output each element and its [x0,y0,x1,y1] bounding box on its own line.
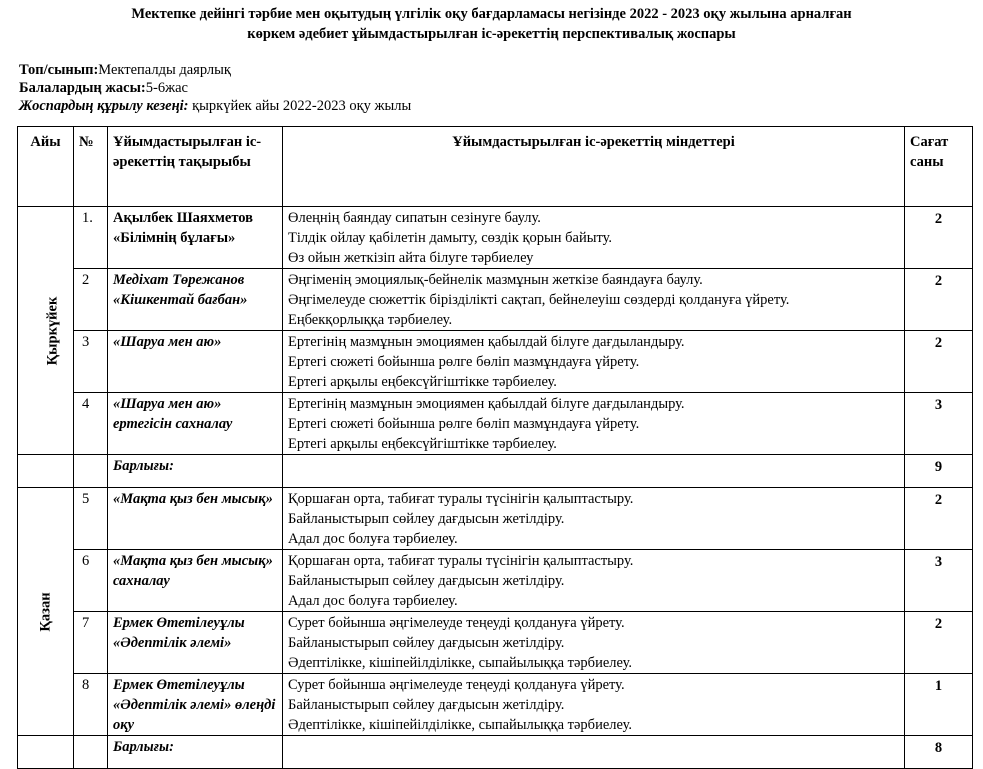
table-row [18,393,973,455]
total-row-september [18,455,973,488]
row-tasks [283,674,905,736]
month-cell-october [18,488,74,736]
table-row [18,550,973,612]
row-tasks [283,331,905,393]
task-line: Ертегінің мазмұнын эмоциямен қабылдай білуге дағдыландыру. [288,396,685,412]
row-tasks [283,269,905,331]
task-line: Қоршаған орта, табиғат туралы түсінігін қалыптастыру. [288,491,634,507]
header-number: № [74,127,108,207]
period-label: Жоспардың құрылу кезеңі: [19,98,189,114]
row-topic: Медіхат Төрежанов «Кішкентай бағбан» [108,269,283,331]
table-row [18,488,973,550]
table-row [18,331,973,393]
total-hours: 9 [905,455,973,488]
row-topic: «Шаруа мен аю» [108,331,283,393]
row-hours: 2 [905,488,973,550]
task-line: Байланыстырып сөйлеу дағдысын жетілдіру. [288,511,565,527]
task-line: Әңгіменің эмоциялық-бейнелік мазмұнын жеткізе баяндауға баулу. [288,272,703,288]
row-number: 1. [74,207,108,269]
task-line: Әңгімелеуде сюжеттік бірізділікті сақтап, бейнелеуіш сөздерді қолдануға үйрету. [288,292,790,308]
row-hours: 2 [905,269,973,331]
group-line [19,61,411,79]
row-hours: 2 [905,612,973,674]
task-line: Сурет бойынша әңгімелеуде теңеуді қолдануға үйрету. [288,677,625,693]
total-row-october [18,736,973,769]
row-number: 5 [74,488,108,550]
row-tasks [283,612,905,674]
row-hours: 1 [905,674,973,736]
period-value: қыркүйек айы 2022-2023 оқу жылы [188,98,412,114]
task-line: Байланыстырып сөйлеу дағдысын жетілдіру. [288,697,565,713]
header-month: Айы [18,127,74,207]
task-line: Байланыстырып сөйлеу дағдысын жетілдіру. [288,573,565,589]
table-header-row [18,127,973,207]
empty-cell [18,736,74,769]
plan-meta [19,61,411,115]
row-number: 3 [74,331,108,393]
empty-cell [283,455,905,488]
table-row [18,207,973,269]
task-line: Тілдік ойлау қабілетін дамыту, сөздік қорын байыту. [288,230,613,246]
row-tasks [283,393,905,455]
age-line [19,79,411,97]
empty-cell [18,455,74,488]
title-line-1: Мектепке дейінгі тәрбие мен оқытудың үлгілік оқу бағдарламасы негізінде 2022 - 2023 оқу жылына арналған [131,6,852,22]
total-label: Барлығы: [108,455,283,488]
row-hours: 2 [905,207,973,269]
task-line: Ертегі арқылы еңбексүйгіштікке тәрбиелеу. [288,374,557,390]
task-line: Адал дос болуға тәрбиелеу. [288,593,458,609]
task-line: Ертегінің мазмұнын эмоциямен қабылдай білуге дағдыландыру. [288,334,685,350]
row-tasks [283,207,905,269]
period-line [19,97,411,115]
row-topic: Ермек Өтетілеуұлы «Әдептілік әлемі» [108,612,283,674]
row-number: 2 [74,269,108,331]
group-value: Мектепалды даярлық [98,62,231,78]
age-value: 5-6жас [145,80,188,96]
task-line: Сурет бойынша әңгімелеуде теңеуді қолдануға үйрету. [288,615,625,631]
header-tasks: Ұйымдастырылған іс-әрекеттің міндеттері [283,127,905,207]
row-hours: 3 [905,550,973,612]
table-row [18,612,973,674]
empty-cell [74,736,108,769]
task-line: Әдептілікке, кішіпейілділікке, сыпайылыққа тәрбиелеу. [288,655,632,671]
table-row [18,674,973,736]
total-hours: 8 [905,736,973,769]
empty-cell [74,455,108,488]
row-topic: «Мақта қыз бен мысық» сахналау [108,550,283,612]
age-label: Балалардың жасы: [19,80,146,96]
task-line: Қоршаған орта, табиғат туралы түсінігін қалыптастыру. [288,553,634,569]
row-number: 6 [74,550,108,612]
task-line: Адал дос болуға тәрбиелеу. [288,531,458,547]
row-tasks [283,550,905,612]
row-topic: Ақылбек Шаяхметов «Білімнің бұлағы» [108,207,283,269]
task-line: Еңбекқорлыққа тәрбиелеу. [288,312,453,328]
group-label: Топ/сынып: [19,62,99,78]
row-topic: «Шаруа мен аю» ертегісін сахналау [108,393,283,455]
row-number: 8 [74,674,108,736]
document-title [0,4,983,44]
month-label: Қыркүйек [44,296,61,365]
task-line: Өз ойын жеткізіп айта білуге тәрбиелеу [288,250,534,266]
row-number: 7 [74,612,108,674]
task-line: Ертегі сюжеті бойынша рөлге бөліп мазмұндауға үйрету. [288,354,640,370]
row-hours: 3 [905,393,973,455]
task-line: Әдептілікке, кішіпейілділікке, сыпайылыққа тәрбиелеу. [288,717,632,733]
task-line: Ертегі арқылы еңбексүйгіштікке тәрбиелеу. [288,436,557,452]
title-line-2: көркем әдебиет ұйымдастырылған іс-әрекеттің перспективалық жоспары [247,26,736,42]
task-line: Ертегі сюжеті бойынша рөлге бөліп мазмұндауға үйрету. [288,416,640,432]
row-topic: «Мақта қыз бен мысық» [108,488,283,550]
plan-table [17,126,973,769]
task-line: Өлеңнің баяндау сипатын сезінуге баулу. [288,210,541,226]
empty-cell [283,736,905,769]
month-cell-september [18,207,74,455]
header-topic: Ұйымдастырылған іс-әрекеттің тақырыбы [108,127,283,207]
month-label: Қазан [37,591,54,632]
total-label: Барлығы: [108,736,283,769]
row-topic: Ермек Өтетілеуұлы «Әдептілік әлемі» өлеңді оқу [108,674,283,736]
row-number: 4 [74,393,108,455]
task-line: Байланыстырып сөйлеу дағдысын жетілдіру. [288,635,565,651]
row-hours: 2 [905,331,973,393]
header-hours: Сағат саны [905,127,973,207]
table-row [18,269,973,331]
row-tasks [283,488,905,550]
